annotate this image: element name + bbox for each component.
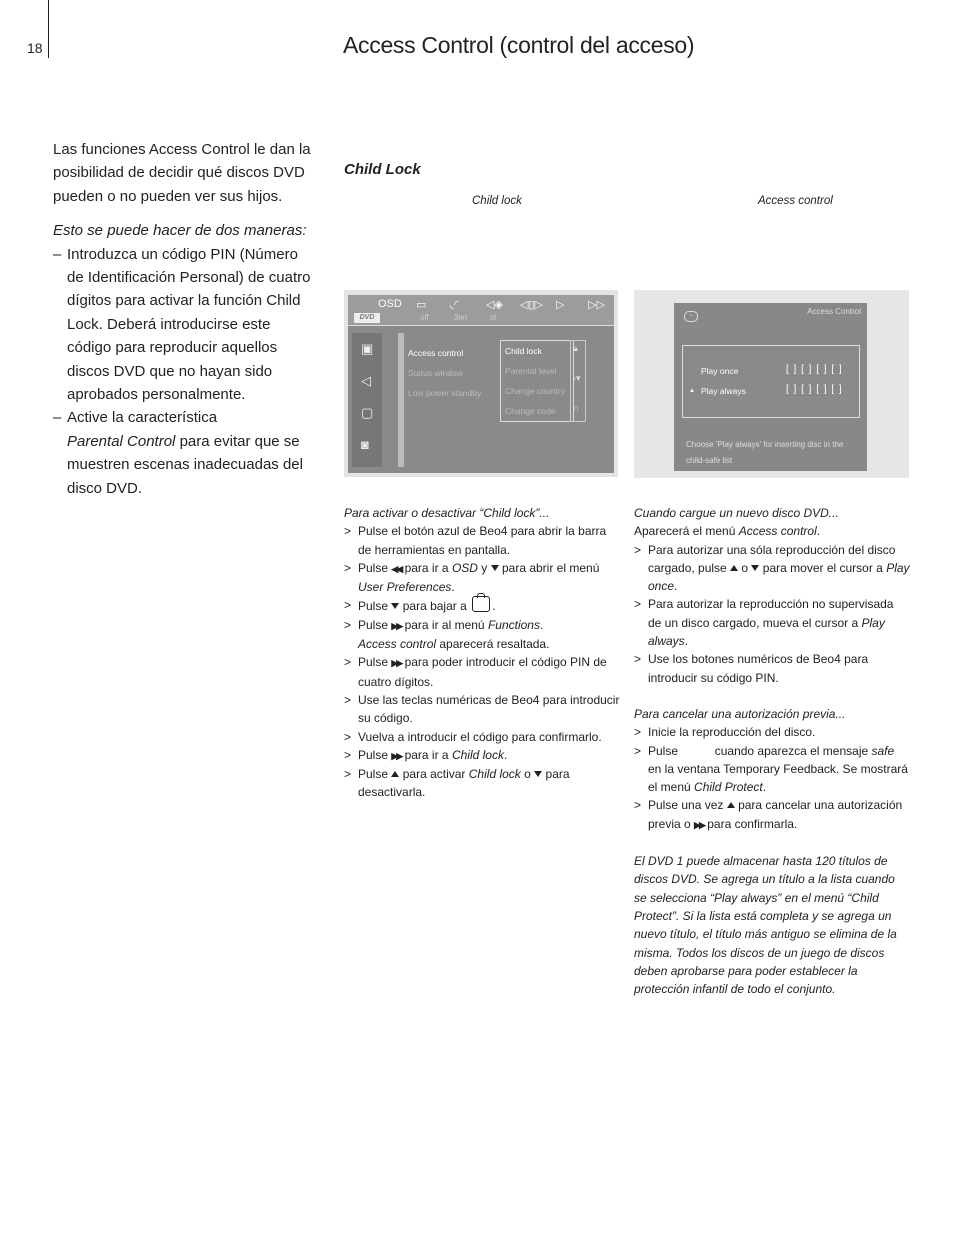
toolbar-sub-off: off xyxy=(420,313,429,322)
intro-bullet-parental: – Active la característica Parental Control para evitar que se muestren escenas inadecuadas del disco DVD. xyxy=(53,409,303,497)
osd-toolbar xyxy=(348,295,614,326)
new-disc-intro: Aparecerá el menú Access control. xyxy=(634,524,821,539)
caption-child-lock: Child lock xyxy=(472,195,522,207)
person-icon: ▣ xyxy=(361,341,374,356)
lock-open-icon: ∩ xyxy=(573,403,580,413)
functions-menu xyxy=(408,343,481,403)
speaker-icon: ◁ xyxy=(361,373,371,388)
subtitle-icon: ◟◜ xyxy=(450,299,459,311)
up-arrow-icon xyxy=(727,802,735,808)
audio-icon: ◁◈ xyxy=(486,299,503,311)
play-icon: ▷ xyxy=(556,299,565,311)
lock-bag-icon xyxy=(472,596,490,612)
menu-item-status-window: Status window xyxy=(408,368,463,378)
step-go-osd: > Pulse ◀◀ para ir a OSD y para abrir el menú User Preferences. xyxy=(344,560,600,595)
menu-divider xyxy=(398,333,404,467)
rewind-icon: ◀◀ xyxy=(391,563,402,574)
child-lock-screen xyxy=(344,290,618,477)
play-always-note: Choose 'Play always' for inserting disc in the child-safe list xyxy=(686,440,844,465)
new-disc-heading: Cuando cargue un nuevo disco DVD... xyxy=(634,506,839,520)
fast-forward-icon: ▶▶ xyxy=(391,620,402,631)
up-arrow-icon xyxy=(391,771,399,777)
step-start-disc: > Inicie la reproducción del disco. xyxy=(634,725,816,740)
osd-label: OSD xyxy=(378,298,402,310)
dvd-logo: DVD xyxy=(354,313,380,323)
pin-entry-always: [ ] [ ] [ ] [ ] xyxy=(786,384,843,395)
step-toggle-child-lock: > Pulse para activar Child lock o para desactivarla. xyxy=(344,767,570,800)
toolbar-sub-3en: 3en xyxy=(454,313,468,322)
step-go-child-lock: > Pulse ▶▶ para ir a Child lock. xyxy=(344,747,508,762)
pin-entry-once: [ ] [ ] [ ] [ ] xyxy=(786,364,843,375)
cursor-up-icon: ▲ xyxy=(689,388,695,394)
new-disc-instructions xyxy=(634,504,910,998)
menu-item-access-control: Access control xyxy=(408,348,464,358)
submenu-item-child-lock: Child lock xyxy=(505,346,542,356)
step-cancel-authorization: > Pulse una vez para cancelar una autorización previa o ▶▶ para confirmarla. xyxy=(634,798,903,831)
lock-closed-icon: 🔒︎ xyxy=(573,343,578,353)
step-enter-pin: > Pulse ▶▶ para poder introducir el código PIN de cuatro dígitos. xyxy=(344,655,607,689)
step-number-keys: > Use las teclas numéricas de Beo4 para introducir su código. xyxy=(344,692,620,726)
menu-item-low-power-standby: Low power standby xyxy=(408,388,482,398)
step-enter-pin-code: > Use los botones numéricos de Beo4 para introducir su código PIN. xyxy=(634,652,869,685)
down-arrow-icon xyxy=(391,603,399,609)
child-lock-instructions xyxy=(344,504,620,802)
storage-note: El DVD 1 puede almacenar hasta 120 títulos de discos DVD. Se agrega un título a la lista cuando se selecciona “Play always” en el menú “Child Protect”. Si la lista está completa y se agrega un nuevo título, el título más antiguo se elimina de la misma. Todos los discos de un juego de discos deben aprobarse para poder establecer la protección infantil de todo el conjunto. xyxy=(634,854,897,997)
lock-status-column xyxy=(570,340,586,422)
step-open-toolbar: > Pulse el botón azul de Beo4 para abrir la barra de herramientas en pantalla. xyxy=(344,524,607,557)
page-number: 18 xyxy=(27,40,43,56)
down-arrow-icon xyxy=(491,565,499,571)
access-control-screen xyxy=(634,290,909,478)
intro-paragraph: Las funciones Access Control le dan la posibilidad de decidir qué discos DVD pueden o no pueden ver sus hijos. xyxy=(53,141,311,205)
toolbar-sub-st: st xyxy=(490,313,497,322)
speech-icon: ▢ xyxy=(361,405,374,420)
caption-access-control: Access control xyxy=(758,195,833,207)
submenu-item-parental-level: Parental level xyxy=(505,366,557,376)
cursor-icon: ‹▾ xyxy=(573,373,581,383)
intro-bullet-pin: – Introduzca un código PIN (Número de Identificación Personal) de cuatro dígitos para activar la función Child Lock. Deberá introducirse este código para reproducir aquellos discos DVD que no hayan sido aprobados personalmente. xyxy=(53,245,311,404)
step-child-protect: > Pulse cuando aparezca el mensaje safe en la ventana Temporary Feedback. Se mostrará el menú Child Protect. xyxy=(634,743,908,795)
play-always-option: Play always xyxy=(701,386,746,396)
step-play-once: > Para autorizar una sóla reproducción del disco cargado, pulse o para mover el cursor a Play once. xyxy=(634,542,910,594)
section-heading: Child Lock xyxy=(344,161,421,178)
submenu-item-change-country: Change country xyxy=(505,386,566,396)
page-title: Access Control (control del acceso) xyxy=(343,32,695,58)
access-control-title: Access Control xyxy=(807,307,861,316)
submenu-item-change-code: Change code xyxy=(505,406,556,416)
angle-icon: ◁▯▷ xyxy=(520,299,543,311)
down-arrow-icon xyxy=(751,565,759,571)
up-arrow-icon xyxy=(730,565,738,571)
cancel-heading: Para cancelar una autorización previa... xyxy=(634,706,846,721)
menu-sidebar xyxy=(352,333,382,467)
intro-text xyxy=(53,138,315,500)
step-move-down: > Pulse para bajar a . xyxy=(344,598,496,614)
lock-bag-icon: ◙ xyxy=(361,437,369,452)
step-play-always: > Para autorizar la reproducción no supervisada de un disco cargado, mueva el cursor a Play always. xyxy=(634,597,894,649)
fast-forward-icon: ▶▶ xyxy=(391,750,402,761)
fast-forward-icon: ▷▷ xyxy=(588,299,605,311)
step-confirm-code: > Vuelva a introducir el código para confirmarlo. xyxy=(344,729,602,744)
page-margin-rule xyxy=(48,0,49,58)
step-functions-menu: > Pulse ▶▶ para ir al menú Functions. Access control aparecerá resaltada. xyxy=(344,617,550,652)
play-options-box xyxy=(682,345,860,418)
fast-forward-icon: ▶▶ xyxy=(694,819,704,830)
screen-icon: ▭ xyxy=(416,299,427,311)
access-submenu xyxy=(500,340,574,422)
fast-forward-icon: ▶▶ xyxy=(391,658,402,669)
disc-icon: ◦◦ xyxy=(684,311,698,322)
down-arrow-icon xyxy=(534,771,542,777)
instructions-heading: Para activar o desactivar “Child lock”... xyxy=(344,506,550,520)
intro-methods-lead: Esto se puede hacer de dos maneras: xyxy=(53,222,307,240)
play-once-option: Play once xyxy=(701,366,739,376)
